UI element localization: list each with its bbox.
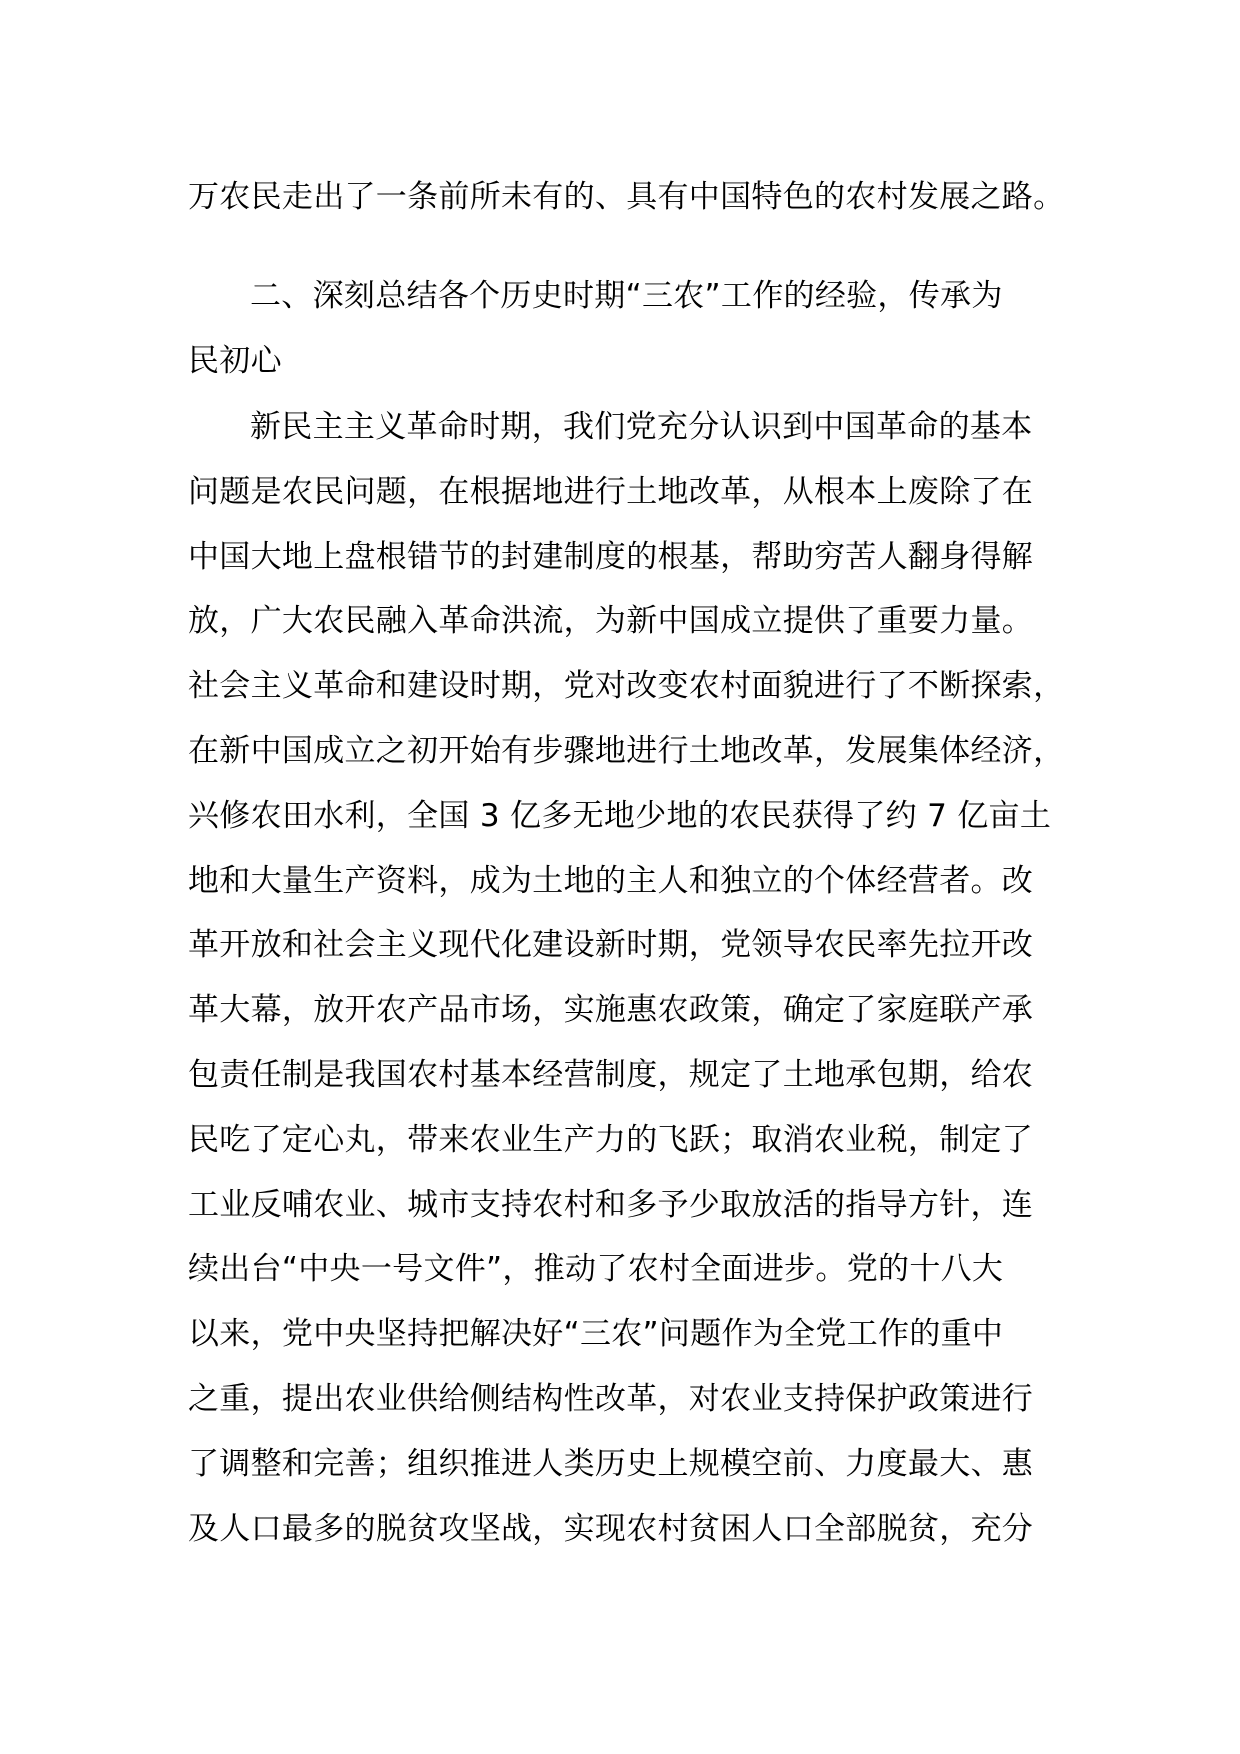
text-line: 在新中国成立之初开始有步骤地进行土地改革，发展集体经济，	[188, 732, 1065, 769]
intro-paragraph-tail	[188, 165, 1065, 230]
text-line: 包责任制是我国农村基本经营制度，规定了土地承包期，给农	[188, 1056, 1034, 1093]
text-line: 新民主主义革命时期，我们党充分认识到中国革命的基本	[250, 409, 1033, 445]
text-line: 了调整和完善；组织推进人类历史上规模空前、力度最大、惠	[188, 1445, 1034, 1482]
heading-line: 二、深刻总结各个历史时期“三农”工作的经验，传承为	[250, 278, 1003, 314]
text-line: 放，广大农民融入革命洪流，为新中国成立提供了重要力量。	[188, 603, 1034, 640]
text-line: 兴修农田水利，全国 3 亿多无地少地的农民获得了约 7 亿亩土	[188, 797, 1052, 834]
text-line: 革开放和社会主义现代化建设新时期，党领导农民率先拉开改	[188, 927, 1034, 964]
section-heading	[188, 264, 1058, 394]
text-line: 中国大地上盘根错节的封建制度的根基，帮助穷苦人翻身得解	[188, 538, 1034, 575]
text-line: 工业反哺农业、城市支持农村和多予少取放活的指导方针，连	[188, 1186, 1034, 1223]
body-paragraph	[188, 395, 1065, 1561]
text-line: 万农民走出了一条前所未有的、具有中国特色的农村发展之路。	[188, 179, 1065, 215]
text-line: 以来，党中央坚持把解决好“三农”问题作为全党工作的重中	[188, 1316, 1004, 1353]
text-line: 续出台“中央一号文件”，推动了农村全面进步。党的十八大	[188, 1251, 1004, 1288]
text-line: 民吃了定心丸，带来农业生产力的飞跃；取消农业税，制定了	[188, 1121, 1034, 1158]
text-line: 问题是农民问题，在根据地进行土地改革，从根本上废除了在	[188, 473, 1034, 510]
text-line: 及人口最多的脱贫攻坚战，实现农村贫困人口全部脱贫，充分	[188, 1510, 1034, 1547]
text-line: 地和大量生产资料，成为土地的主人和独立的个体经营者。改	[188, 862, 1034, 899]
text-line: 革大幕，放开农产品市场，实施惠农政策，确定了家庭联产承	[188, 992, 1034, 1029]
text-line: 社会主义革命和建设时期，党对改变农村面貌进行了不断探索，	[188, 668, 1065, 705]
heading-line: 民初心	[188, 342, 282, 379]
text-line: 之重，提出农业供给侧结构性改革，对农业支持保护政策进行	[188, 1380, 1034, 1417]
